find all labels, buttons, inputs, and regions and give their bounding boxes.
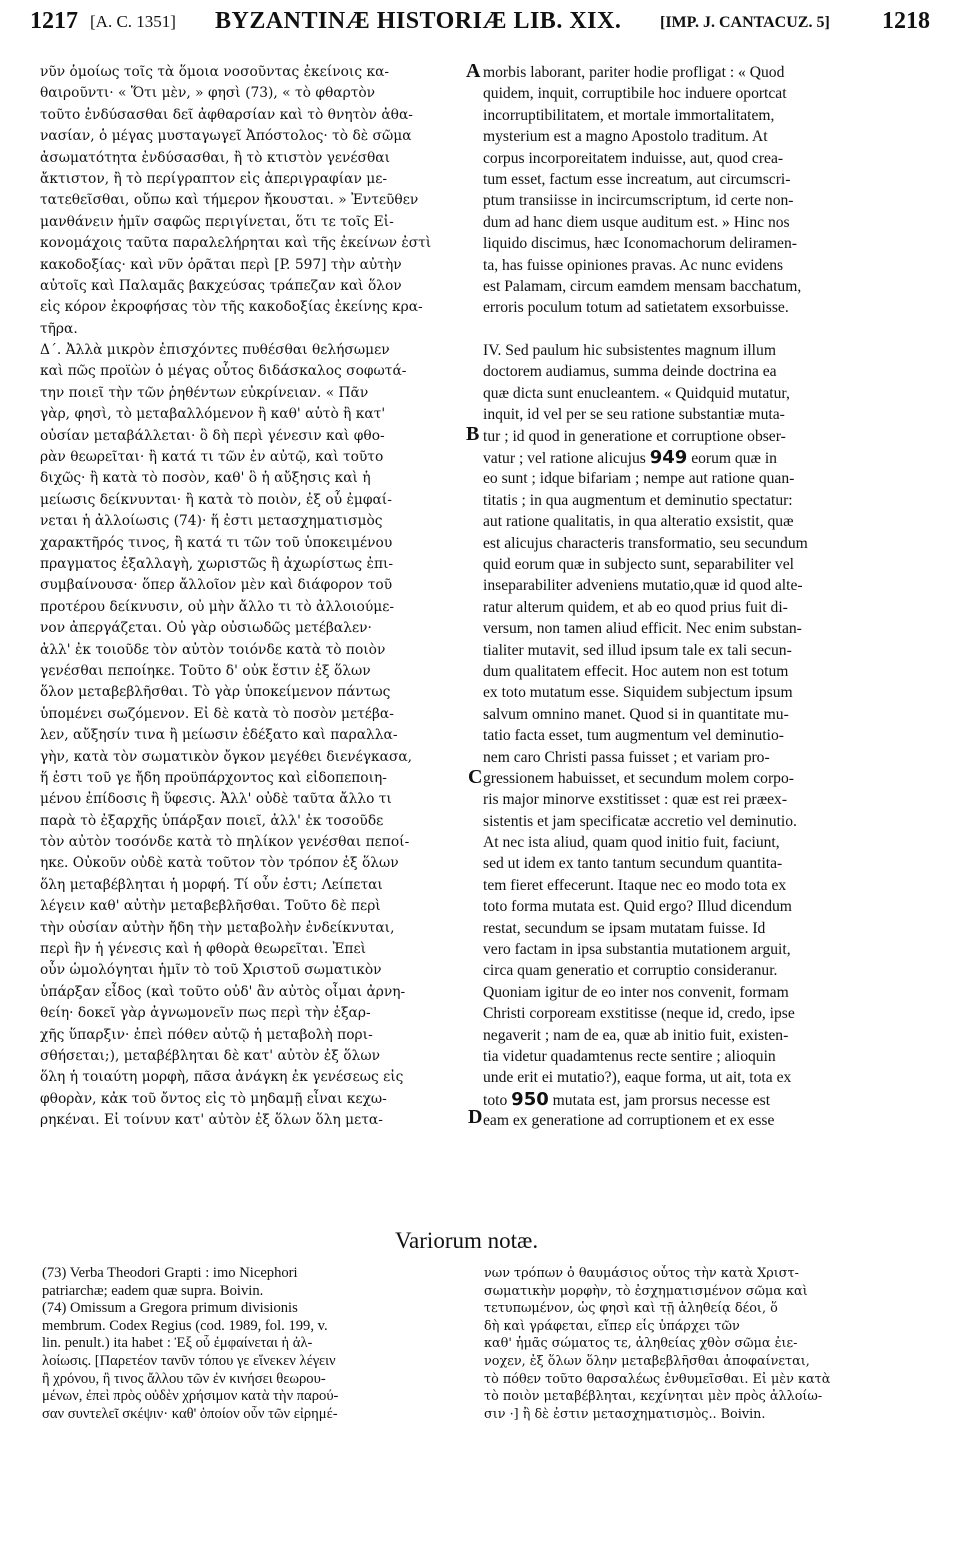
greek-text-line: μείωσις δείκνυνται· ἢ κατὰ τὸ ποιὸν, ἐξ οὗ ἐμφαί- xyxy=(40,491,392,508)
greek-text-line: καὶ πῶς προϊὼν ὁ μέγας οὗτος διδάσκαλος σοφωτά- xyxy=(40,363,407,380)
notes-right-column xyxy=(484,1265,929,1423)
latin-text-line: incorruptibilitatem, et mortale immortalitatem, xyxy=(483,106,775,124)
latin-text-line: toto 950 mutata est, jam prorsus necesse est xyxy=(483,1088,771,1110)
latin-text-line: vero factam in ipsa substantia mutationem arguit, xyxy=(483,941,791,959)
greek-text-line: χαρακτῆρός τινος, ἢ κατά τι τῶν τοῦ ὑποκειμένου xyxy=(40,534,393,551)
note-line: (73) Verba Theodori Grapti : imo Nicephori xyxy=(42,1265,298,1281)
note-line: σαν συντελεῖ σκέψιν· καθ' ὁποίον οὖν τῶν εἰρημέ- xyxy=(42,1405,338,1422)
latin-text-line: nem caro Christi passa fuisset ; et variam pro- xyxy=(483,748,770,766)
greek-text-line: γενέσθαι πεποίηκε. Τοῦτο δ' οὐκ ἔστιν ἐξ ὅλων xyxy=(40,662,371,679)
latin-text-line: tatio facta esset, tum augmentum vel deminutio- xyxy=(483,727,784,745)
greek-text-line: κακοδοξίας· καὶ νῦν ὁρᾶται περὶ [P. 597] τὴν αὐτὴν xyxy=(40,256,402,273)
latin-text-line: eo sunt ; idque bifariam ; nempe aut ratione quan- xyxy=(483,470,795,488)
latin-text-line: ratur alterum quidem, et ab eo quod prius fuit di- xyxy=(483,598,788,616)
note-line: καθ' ἡμᾶς σώματος τε, ἀληθείας χθὸν σῶμα ἐιε- xyxy=(484,1336,798,1352)
greek-text-line: λεν, αὔξησίν τινα ἢ μείωσιν ἐδέξατο καὶ παραλλα- xyxy=(40,727,398,744)
note-line: τὸ ποιὸν μεταβέβληται, κεχίνηται μὲν πρὸς ἀλλοίω- xyxy=(484,1389,823,1405)
latin-text-line: quæ dicta sunt enucleantem. « Quidquid mutatur, xyxy=(483,384,790,402)
section-marker-d: D xyxy=(468,1106,483,1128)
latin-text-line: negaverit ; nam de ea, quæ ab initio fuit, existen- xyxy=(483,1026,789,1044)
greek-text-line: εἰς κόρον ἐκροφήσας τὸν τῆς κακοδοξίας ἐκείνης κρα- xyxy=(40,299,423,316)
latin-text-line xyxy=(483,319,928,340)
latin-text-line: est alicujus characteris transformatio, seu secundum xyxy=(483,534,808,552)
greek-text-line: νασίαν, ὁ μέγας μυσταγωγεῖ Ἀπόστολος· τὸ δὲ σῶμα xyxy=(40,128,412,145)
latin-text-line: Christi corpoream exstitisse (neque id, credo, ipse xyxy=(483,1005,795,1023)
greek-text-line: τῆρα. xyxy=(40,320,78,337)
note-line: νοχεν, ἐξ ὅλων ὅλην μεταβεβλῆσθαι ἀποφαίνεται, xyxy=(484,1353,810,1369)
header-reference-right: [IMP. J. CANTACUZ. 5] xyxy=(660,14,830,31)
greek-text-line: προτέρου δείκνυσιν, οὐ μὴν ἄλλο τι τὸ ἀλλοιούμε- xyxy=(40,598,395,615)
note-line: (74) Omissum a Gregora primum divisionis xyxy=(42,1300,298,1317)
latin-text-line: versum, non tamen aliud efficit. Nec enim substan- xyxy=(483,620,802,638)
greek-text-line: λέγειν καθ' αὐτὴν μεταβεβλῆσθαι. Τοῦτο δὲ περὶ xyxy=(40,898,381,915)
latin-text-line: dum ad hanc diem usque auditum est. » Hinc nos xyxy=(483,213,790,231)
latin-text-line: dum qualitatem effecit. Hoc autem non est totum xyxy=(483,662,789,680)
latin-text-line: morbis laborant, pariter hodie profligat : « Quod xyxy=(483,64,785,81)
page-number-right: 1218 xyxy=(882,8,930,34)
note-line: σωματικὴν μορφὴν, τὸ ἐσχηματισμένον σῶμα καὶ xyxy=(484,1283,808,1299)
note-line: lin. penult.) ita habet : Ἐξ οὗ ἐμφαίνεται ἡ ἀλ- xyxy=(42,1335,313,1352)
notes-left-column xyxy=(42,1265,462,1423)
greek-text-line: σθήσεται;), μεταβέβληται δὲ κατ' αὐτὸν ἐξ ὅλων xyxy=(40,1047,380,1064)
greek-text-line: τοῦτο ἐνδύσασθαι δεῖ ἀφθαρσίαν καὶ τὸ θνητὸν ἀθα- xyxy=(40,106,413,123)
latin-text-line: inseparabiliter adveniens mutatio,quæ id quod alte- xyxy=(483,577,803,595)
latin-text-line: tialiter mutavit, sed illud ipsum tale ex tali secun- xyxy=(483,641,792,659)
greek-text-line: την ποιεῖ τὴν τῶν ῥηθέντων εὐκρίνειαν. « Πᾶν xyxy=(40,384,369,401)
note-line: λοίωσις. [Παρετέον τανῦν τόπου γε εἵνεκεν λέγειν xyxy=(42,1352,336,1369)
greek-text-line: περὶ ἣν ἡ γένεσις καὶ ἡ φθορὰ θεωρεῖται. Ἐπεὶ xyxy=(40,941,367,958)
greek-text-line: Δ΄. Ἀλλὰ μικρὸν ἐπισχόντες πυθέσθαι θελήσωμεν xyxy=(40,342,390,359)
latin-text-line: titatis ; in qua augmentum et deminutio spectatur: xyxy=(483,491,793,509)
latin-text-line: quid eorum quæ in subjecto sunt, separabiliter vel xyxy=(483,555,794,573)
latin-text-line: tia videtur quadamtenus recte sentire ; alioquin xyxy=(483,1047,776,1065)
greek-text-line: γὴν, κατὰ τὸν σωματικὸν ὄγκον μεγέθει διενέγκασα, xyxy=(40,748,413,765)
notes-heading: Variorum notæ. xyxy=(395,1228,539,1253)
latin-text-line: tum esset, factum esse increatum, aut circumscri- xyxy=(483,170,791,188)
latin-text-line: IV. Sed paulum hic subsistentes magnum illum xyxy=(483,342,776,360)
latin-text-line: unde erit ei mutatio?), eaque forma, ut ait, tota ex xyxy=(483,1069,792,1087)
greek-text-line: τατεθεῖσθαι, οὔπω καὶ τήμερον ἤκουσται. » Ἐντεῦθεν xyxy=(40,192,419,209)
note-line: membrum. Codex Regius (cod. 1989, fol. 199, v. xyxy=(42,1317,328,1334)
note-line: μένων, ἐπεὶ πρὸς οὐδὲν χρήσιμον κατὰ τὴν παρού- xyxy=(42,1388,339,1405)
section-marker-c: C xyxy=(468,766,483,788)
greek-text-line: παρὰ τὸ ἐξαρχῆς ὑπάρξαν ποιεῖ, ἀλλ' ἐκ τοσοῦδε xyxy=(40,812,384,829)
greek-text-line: μανθάνειν ἡμῖν σαφῶς περιγίνεται, ὅτι τε τοῖς Εἰ- xyxy=(40,213,394,230)
greek-text-line: οὖν ὡμολόγηται ἡμῖν τὸ τοῦ Χριστοῦ σωματικὸν xyxy=(40,962,382,979)
latin-text-line: ta, has fuisse opiniones pravas. Ac nunc evidens xyxy=(483,256,784,274)
greek-text-line: θαιροῦντι· « Ὅτι μὲν, » φησὶ (73), « τὸ φθαρτὸν xyxy=(40,85,376,102)
latin-text-line: vatur ; vel ratione alicujus 949 eorum quæ in xyxy=(483,447,777,469)
latin-text-line: Quoniam igitur de eo inter nos convenit, formam xyxy=(483,983,789,1001)
latin-text-line: aut ratione qualitatis, in qua alteratio exsistit, quæ xyxy=(483,513,794,531)
greek-text-line: ὑπάρξαν εἶδος (καὶ τοῦτο οὐδ' ἂν αὐτὸς οἶμαι ἀρνη- xyxy=(40,983,406,1000)
running-title: BYZANTINÆ HISTORIÆ LIB. XIX. xyxy=(215,8,622,34)
greek-text-line: τὸν αὐτὸν τοσόνδε κατὰ τὸ πηλίκον γενέσθαι πεποί- xyxy=(40,834,410,851)
latin-text-line: erroris poculum totum ad satietatem exsorbuisse. xyxy=(483,299,789,317)
latin-text-line: ex toto mutatum esse. Siquidem subjectum ipsum xyxy=(483,684,793,702)
note-line: ἢ χρόνου, ἢ τινος ἄλλου τῶν ἐν κινήσει θεωρου- xyxy=(42,1370,326,1387)
latin-text-line: est Palamam, circum eamdem mensam bacchatum, xyxy=(483,277,802,295)
greek-text-line: τὴν οὐσίαν αὐτὴν ἤδη τὴν μεταβολὴν ἐνδείκνυται, xyxy=(40,919,395,936)
page-header xyxy=(30,8,930,50)
section-marker-a: A xyxy=(466,60,481,82)
greek-text-line: διχῶς· ἢ κατὰ τὸ ποσὸν, καθ' ὃ ἡ αὔξησις καὶ ἡ xyxy=(40,470,371,487)
latin-text-line: circa quam generatio et corruptio consideranur. xyxy=(483,962,778,980)
latin-text-line: restat, secundum se ipsam mutatam fuisse. Id xyxy=(483,919,766,937)
greek-text-line: θείη· δοκεῖ γὰρ ἀγνωμονεῖν πως περὶ τὴν ἐξαρ- xyxy=(40,1005,371,1022)
latin-text-line: salvum omnino manet. Quod si in quantitate mu- xyxy=(483,705,789,723)
greek-text-line: ρηκέναι. Εἰ τοίνυν κατ' αὐτὸν ἐξ ὅλων ὅλη μετα- xyxy=(40,1112,383,1129)
note-line: τὸ πόθεν τοῦτο θαρσαλέως ἐνθυμεῖσθαι. Εἰ μὲν κατὰ xyxy=(484,1371,831,1387)
latin-column xyxy=(483,62,928,1132)
latin-text-line: toto forma mutata est. Quid ergo? Illud dicendum xyxy=(483,898,792,916)
latin-text-line: corpus incorporeitatem induisse, aut, quod crea- xyxy=(483,149,784,167)
greek-text-line: μένου ἐπίδοσις ἢ ὕφεσις. Ἀλλ' οὐδὲ ταῦτα ἄλλο τι xyxy=(40,791,392,808)
greek-text-line: χῆς ὕπαρξιν· ἐπεὶ πόθεν αὐτῷ ἡ μεταβολὴ πορι- xyxy=(40,1026,373,1043)
greek-text-line: ὅλον μεταβεβλῆσθαι. Τὸ γὰρ ὑποκείμενον πάντως xyxy=(40,684,391,701)
latin-text-line: At nec ista aliud, quam quod initio fuit, faciunt, xyxy=(483,834,780,852)
latin-text-line: quidem, inquit, corruptibile hoc induere oportcat xyxy=(483,85,787,103)
column-number: 950 xyxy=(511,1088,549,1110)
section-marker-b: B xyxy=(466,423,480,445)
greek-text-line: ἄκτιστον, ἢ τὸ περίγραπτον εἰς ἀπεριγραφίαν με- xyxy=(40,170,387,187)
latin-text-line: ptum transiisse in incircumscriptum, id certe non- xyxy=(483,192,794,210)
latin-text-line: tem fieret effecerunt. Itaque nec eo modo tota ex xyxy=(483,876,787,894)
greek-text-line: πραγματος ἐξαλλαγὴ, χωριστῶς ἢ ἀχωρίστως ἐπι- xyxy=(40,555,394,572)
latin-text-line: ris major minorve exstitisset : quæ est rei præex- xyxy=(483,791,788,809)
note-line: δὴ καὶ γράφεται, εἴπερ εἷς ὑπάρχει τῶν xyxy=(484,1318,740,1334)
greek-text-line: ὅλη μεταβέβληται ἡ μορφή. Τί οὖν ἐστι; Λείπεται xyxy=(40,876,383,893)
header-reference: [A. C. 1351] xyxy=(90,12,176,31)
latin-text-line: sistentis et jam specificatæ accretio vel deminutio. xyxy=(483,812,797,830)
column-number: 949 xyxy=(649,447,688,469)
latin-text-line: sed ut idem ex tanto tantum secundum quantita- xyxy=(483,855,783,873)
greek-text-line: φθορὰν, κἀκ τοῦ ὄντος εἰς τὸ μηδαμῇ εἶναι κεχω- xyxy=(40,1090,387,1107)
greek-text-line: ἀλλ' ἐκ τοιοῦδε τὸν αὐτὸν τοιόνδε κατὰ τὸ ποιὸν xyxy=(40,641,386,658)
latin-text-line: tur ; id quod in generatione et corruptione obser- xyxy=(483,427,786,445)
latin-text-line: liquido discimus, hæc Iconomachorum deliramen- xyxy=(483,235,797,253)
greek-text-line: ρὰν θεωρεῖται· ἢ κατά τι τῶν ἐν αὐτῷ, καὶ τοῦτο xyxy=(40,449,384,466)
greek-text-line: ἥ ἐστι τοῦ γε ἤδη προϋπάρχοντος καὶ εἰδοπεποιη- xyxy=(40,769,387,786)
latin-text-line: inquit, id vel per se seu ratione substantiæ muta- xyxy=(483,406,785,424)
page-number-left: 1217 xyxy=(30,8,78,34)
greek-text-line: νον ἀπεργάζεται. Οὐ γὰρ οὐσιωδῶς μετέβαλεν· xyxy=(40,620,372,637)
greek-text-line: νῦν ὁμοίως τοῖς τὰ ὅμοια νοσοῦντας ἐκείνοις κα- xyxy=(40,64,390,80)
greek-text-line: ἀσωματότητα ἐνδύσασθαι, ἢ τὸ κτιστὸν γενέσθαι xyxy=(40,149,391,166)
latin-text-line: mysterium est a magno Apostolo traditum. At xyxy=(483,128,768,146)
note-line: νων τρόπων ὁ θαυμάσιος οὗτος τὴν κατὰ Χριστ- xyxy=(484,1266,799,1281)
greek-text-line: γὰρ, φησὶ, τὸ μεταβαλλόμενον ἢ καθ' αὑτὸ ἢ κατ' xyxy=(40,406,386,423)
latin-text-line: doctorem audiamus, summa deinde doctrina ea xyxy=(483,363,777,381)
note-line: σιν ·] ἢ δὲ ἐστιν μετασχηματισμὸς.. Boivin. xyxy=(484,1406,766,1422)
latin-text-line: eam ex generatione ad corruptionem et ex esse xyxy=(483,1112,775,1130)
latin-text-line: gressionem habuisset, et secundum molem corpo- xyxy=(483,769,794,787)
greek-text-line: συμβαίνουσα· ὅπερ ἄλλοῖον μὲν καὶ διάφορον τοῦ xyxy=(40,577,393,594)
greek-text-line: ηκε. Οὐκοῦν οὐδὲ κατὰ τοῦτον τὸν τρόπον ἐξ ὅλων xyxy=(40,855,399,872)
greek-text-line: νεται ἡ ἀλλοίωσις (74)· ἥ ἐστι μετασχηματισμὸς xyxy=(40,513,383,530)
greek-text-line: οὐσίαν μεταβάλλεται· ὃ δὴ περὶ γένεσιν καὶ φθο- xyxy=(40,427,385,444)
greek-text-line: ὑπομένει σωζόμενον. Εἰ δὲ κατὰ τὸ ποσὸν μετέβα- xyxy=(40,705,394,722)
note-line: patriarchæ; eadem quæ supra. Boivin. xyxy=(42,1282,264,1299)
greek-text-line: αὐτοῖς καὶ Παλαμᾶς βακχεύσας τράπεζαν καὶ ὅλον xyxy=(40,277,402,294)
note-line: τετυπωμένον, ὡς φησὶ καὶ τῇ ἀληθείᾳ δέοι, ὅ xyxy=(484,1301,778,1317)
greek-column xyxy=(40,62,465,1132)
greek-text-line: ὅλη ἡ τοιαύτη μορφὴ, πᾶσα ἀνάγκη ἐκ γενέσεως εἰς xyxy=(40,1069,404,1086)
greek-text-line: κονομάχοις ταῦτα παραλελήρηται καὶ τῆς ἐκείνων ἐστὶ xyxy=(40,235,432,252)
